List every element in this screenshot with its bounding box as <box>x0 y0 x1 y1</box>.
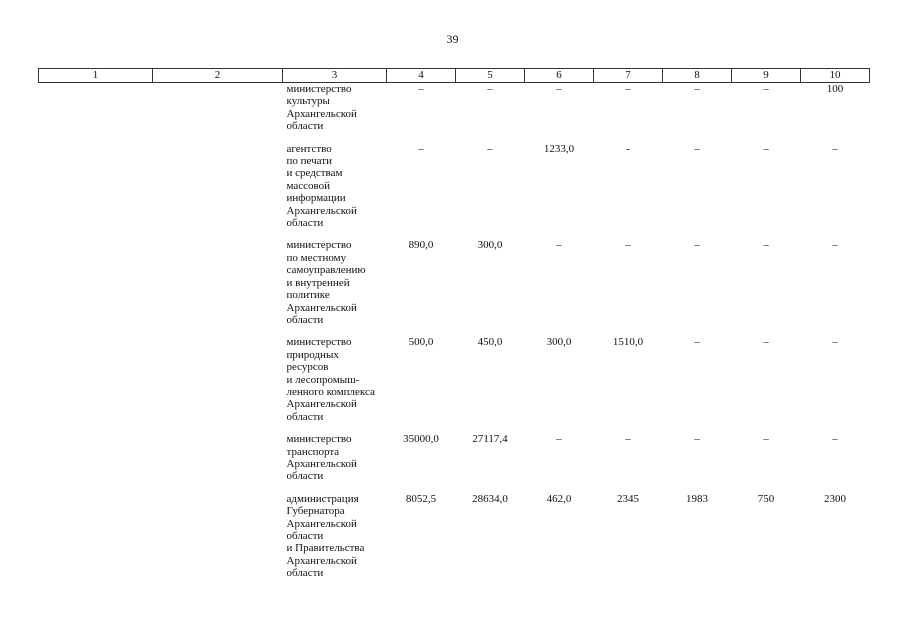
value-cell-col-7: 1510,0 <box>612 336 644 349</box>
value-cell-col-4: 8052,5 <box>405 492 437 505</box>
authority-name-cell <box>283 143 387 230</box>
empty-cell <box>153 83 283 133</box>
value-cell-col-7: – <box>625 83 631 95</box>
value-cell-col-6: – <box>556 433 562 446</box>
authority-name-line: Архангельской <box>286 457 357 470</box>
value-cell-col-7: - <box>626 142 630 155</box>
empty-cell <box>39 493 153 580</box>
column-header: 9 <box>732 69 801 83</box>
empty-cell <box>39 336 153 423</box>
spacer-cell <box>39 133 870 143</box>
value-cell-col-10: – <box>832 142 838 155</box>
value-cell-col-9: – <box>763 433 769 446</box>
column-header: 10 <box>801 69 870 83</box>
value-cell-col-10: 100 <box>826 83 844 95</box>
value-cell-col-10: – <box>832 433 838 446</box>
value-cell-col-6: – <box>556 83 562 95</box>
value-cell-col-8: – <box>694 142 700 155</box>
authority-name-line: самоуправлению <box>286 264 366 277</box>
column-header: 6 <box>525 69 594 83</box>
value-cell-col-4: – <box>418 142 424 155</box>
empty-cell <box>39 239 153 326</box>
spacer-cell <box>39 483 870 493</box>
authority-name-cell <box>283 336 387 423</box>
authority-name-line: культуры <box>286 95 330 108</box>
value-cell-col-9: – <box>763 336 769 349</box>
empty-cell <box>153 239 283 326</box>
authority-name-line: области <box>286 217 324 230</box>
column-header: 5 <box>456 69 525 83</box>
value-cell-col-6: 462,0 <box>546 492 572 505</box>
authority-name-line: информации <box>286 192 346 205</box>
authority-name-line: министерство <box>286 433 352 446</box>
value-cell-col-5: – <box>487 142 493 155</box>
authority-name-line: министерство <box>286 336 352 349</box>
empty-cell <box>39 433 153 483</box>
authority-name-line: Архангельской <box>286 204 357 217</box>
row-spacer <box>39 229 870 239</box>
authority-name-line: министерство <box>286 83 352 95</box>
empty-cell <box>153 493 283 580</box>
value-cell-col-9: – <box>763 83 769 95</box>
value-cell-col-4: 35000,0 <box>403 433 439 446</box>
table-body <box>39 83 870 580</box>
table-row <box>39 336 870 423</box>
row-spacer <box>39 423 870 433</box>
column-header: 4 <box>387 69 456 83</box>
empty-cell <box>153 336 283 423</box>
row-spacer <box>39 133 870 143</box>
authority-name-line: по печати <box>286 155 332 168</box>
row-spacer <box>39 326 870 336</box>
authority-name-line: и лесопромыш- <box>286 373 360 386</box>
value-cell-col-4: – <box>418 83 424 95</box>
value-cell-col-9: – <box>763 142 769 155</box>
empty-cell <box>39 143 153 230</box>
value-cell-col-5: 300,0 <box>477 239 503 252</box>
authority-name-line: ленного комплекса <box>286 385 375 398</box>
table-row <box>39 83 870 133</box>
value-cell-col-8: – <box>694 239 700 252</box>
authority-name-cell <box>283 433 387 483</box>
value-cell-col-9: 750 <box>757 492 775 505</box>
table-row <box>39 493 870 580</box>
column-header: 3 <box>283 69 387 83</box>
value-cell-col-10: – <box>832 239 838 252</box>
authority-name-line: и Правительства <box>286 542 365 555</box>
authority-name-line: ресурсов <box>286 361 329 374</box>
value-cell-col-10: 2300 <box>824 492 846 505</box>
column-header: 1 <box>39 69 153 83</box>
value-cell-col-8: – <box>694 433 700 446</box>
authority-name-line: области <box>286 120 324 133</box>
authority-name-line: массовой <box>286 179 331 192</box>
authority-name-line: агентство <box>286 142 332 155</box>
empty-cell <box>39 83 153 133</box>
table-row <box>39 239 870 326</box>
spacer-cell <box>39 326 870 336</box>
authority-name-line: области <box>286 410 324 423</box>
empty-cell <box>153 143 283 230</box>
value-cell-col-5: 450,0 <box>477 336 503 349</box>
value-cell-col-9: – <box>763 239 769 252</box>
column-header: 7 <box>594 69 663 83</box>
authority-name-line: Архангельской <box>286 107 357 120</box>
authority-name-cell <box>283 239 387 326</box>
value-cell-col-7: – <box>625 239 631 252</box>
authority-name-line: транспорта <box>286 445 340 458</box>
value-cell-col-5: 28634,0 <box>472 492 508 505</box>
value-cell-col-6: 300,0 <box>546 336 572 349</box>
empty-cell <box>153 433 283 483</box>
page-number: 39 <box>446 32 459 46</box>
value-cell-col-6: 1233,0 <box>543 142 575 155</box>
table-row <box>39 433 870 483</box>
authority-name-line: природных <box>286 348 339 361</box>
authority-name-line: по местному <box>286 251 347 264</box>
authority-name-line: Губернатора <box>286 505 345 518</box>
value-cell-col-4: 890,0 <box>408 239 434 252</box>
authority-name-cell <box>283 83 387 133</box>
value-cell-col-6: – <box>556 239 562 252</box>
column-header: 8 <box>663 69 732 83</box>
value-cell-col-10: – <box>832 336 838 349</box>
column-number-row <box>39 69 870 83</box>
value-cell-col-7: 2345 <box>617 492 639 505</box>
value-cell-col-8: – <box>694 83 700 95</box>
spacer-cell <box>39 423 870 433</box>
authority-name-line: и внутренней <box>286 276 350 289</box>
authority-name-line: Архангельской <box>286 517 357 530</box>
value-cell-col-5: – <box>487 83 493 95</box>
authority-name-line: Архангельской <box>286 301 357 314</box>
value-cell-col-4: 500,0 <box>408 336 434 349</box>
spacer-cell <box>39 229 870 239</box>
authority-name-line: области <box>286 567 324 580</box>
column-header: 2 <box>153 69 283 83</box>
authority-name-line: области <box>286 530 324 542</box>
row-spacer <box>39 483 870 493</box>
authority-name-line: Архангельской <box>286 554 357 567</box>
value-cell-col-8: 1983 <box>686 492 708 505</box>
value-cell-col-5: 27117,4 <box>472 433 508 446</box>
value-cell-col-7: – <box>625 433 631 446</box>
authority-name-line: области <box>286 313 324 326</box>
budget-table <box>38 68 870 580</box>
authority-name-line: и средствам <box>286 167 343 180</box>
authority-name-cell <box>283 493 387 580</box>
authority-name-line: администрация <box>286 492 359 505</box>
authority-name-line: министерство <box>286 239 352 252</box>
authority-name-line: области <box>286 470 324 483</box>
authority-name-line: Архангельской <box>286 398 357 411</box>
authority-name-line: политике <box>286 289 330 302</box>
value-cell-col-8: – <box>694 336 700 349</box>
table-row <box>39 143 870 230</box>
